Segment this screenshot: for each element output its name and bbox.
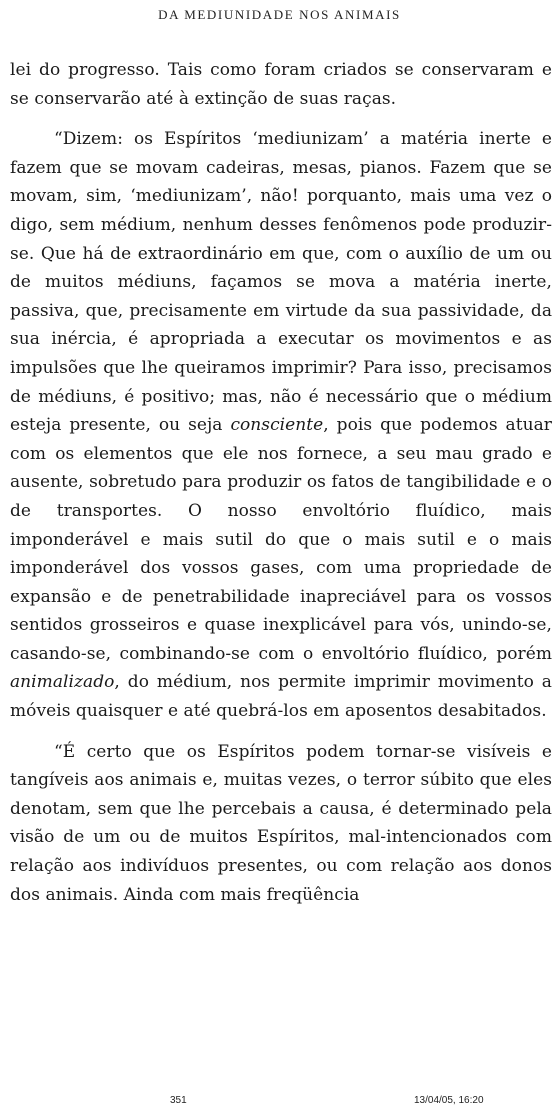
paragraph-quote-2: “É certo que os Espíritos podem tornar-se visíveis e tangíveis aos animais e, muitas vezes, o terror súbito que eles denotam, sem que lhe percebais a causa, é determinado pela visão de um ou de muitos Espíritos, mal-intencionados com relação aos indivíduos presentes, ou com relação aos donos dos animais. Ainda com mais freqüência [10, 741, 552, 905]
paragraph-continuation: lei do progresso. Tais como foram criados se conservaram e se conservarão até à extinção de suas raças. [10, 60, 552, 109]
page-number: 351 [170, 1095, 187, 1106]
paragraph-text-segment: , do médium, nos permite imprimir movimento a móveis quaisquer e até quebrá-los em aposentos desabitados. [10, 672, 552, 722]
paragraph-text-segment: “Dizem: os Espíritos ‘mediunizam’ a matéria inerte e fazem que se movam cadeiras, mesas, pianos. Fazem que se movam, sim, ‘mediunizam’, não! porquanto, mais uma vez o digo, sem médium, nenhum desses fenômenos pode produzir-se. Que há de extraordinário em que, com o auxílio de um ou de muitos médiuns, façamos se mova a matéria inerte, passiva, que, precisamente em virtude da sua passividade, da sua inércia, é apropriada a executar os movimentos e as impulsões que lhe queiramos imprimir? Para isso, precisamos de médiuns, é positivo; mas, não é necessário que o médium esteja presente, ou seja [10, 129, 552, 436]
print-timestamp: 13/04/05, 16:20 [414, 1095, 484, 1106]
italic-term-animalizado: animalizado [10, 672, 115, 693]
paragraph-quote-1 [10, 125, 552, 725]
body-text [10, 56, 552, 921]
running-head: DA MEDIUNIDADE NOS ANIMAIS [158, 7, 401, 22]
italic-term-consciente: consciente [230, 415, 324, 436]
paragraph-text-segment: , pois que podemos atuar com os elementos que ele nos fornece, a seu mau grado e ausente, sobretudo para produzir os fatos de tangibilidade e o de transportes. O nosso envoltório fluídico, mais imponderável e mais sutil do que o mais sutil e o mais imponderável dos vossos gases, com uma propriedade de expansão e de penetrabilidade inapreciável para os vossos sentidos grosseiros e quase inexplicável para vós, unindo-se, casando-se, combinando-se com o envoltório fluídico, porém [10, 415, 552, 664]
